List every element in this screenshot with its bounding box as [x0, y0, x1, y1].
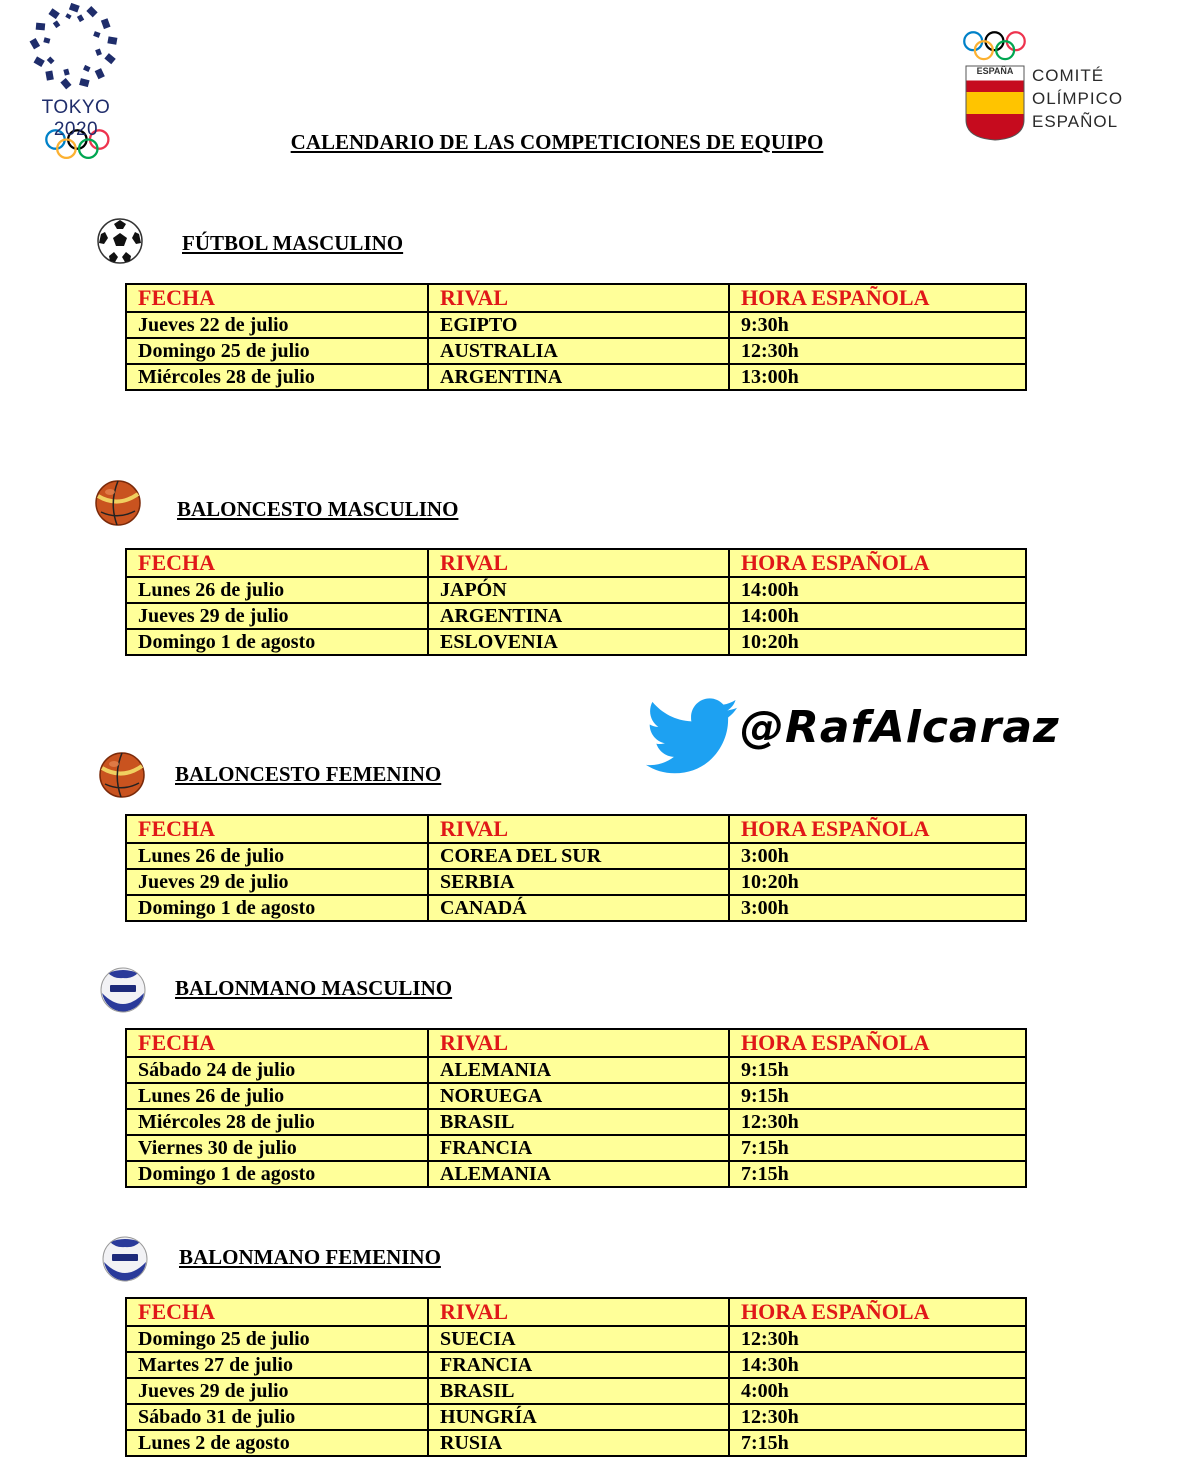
section-title-balonmano-femenino: BALONMANO FEMENINO	[179, 1245, 441, 1269]
column-header-hora: HORA ESPAÑOLA	[729, 284, 1026, 312]
cell-fecha: Domingo 1 de agosto	[126, 1161, 428, 1187]
cell-hora: 9:15h	[729, 1083, 1026, 1109]
cell-hora: 7:15h	[729, 1430, 1026, 1456]
table-row	[126, 1135, 1026, 1161]
column-header-rival: RIVAL	[428, 1029, 729, 1057]
column-header-hora: HORA ESPAÑOLA	[729, 1029, 1026, 1057]
column-header-rival: RIVAL	[428, 815, 729, 843]
cell-fecha: Domingo 1 de agosto	[126, 895, 428, 921]
column-header-fecha: FECHA	[126, 1298, 428, 1326]
cell-rival: FRANCIA	[428, 1352, 729, 1378]
cell-fecha: Lunes 26 de julio	[126, 577, 428, 603]
table-row	[126, 1404, 1026, 1430]
cell-fecha: Domingo 25 de julio	[126, 1326, 428, 1352]
basketball-icon	[97, 750, 147, 800]
cell-fecha: Domingo 1 de agosto	[126, 629, 428, 655]
coe-flag-label: ESPAÑA	[976, 66, 1014, 76]
cell-fecha: Sábado 31 de julio	[126, 1404, 428, 1430]
cell-rival: BRASIL	[428, 1109, 729, 1135]
table-row	[126, 1083, 1026, 1109]
column-header-hora: HORA ESPAÑOLA	[729, 815, 1026, 843]
cell-rival: COREA DEL SUR	[428, 843, 729, 869]
cell-hora: 14:00h	[729, 577, 1026, 603]
handball-icon	[98, 965, 148, 1015]
twitter-handle: @RafAlcaraz	[740, 702, 1060, 753]
section-title-baloncesto-femenino: BALONCESTO FEMENINO	[175, 762, 442, 786]
section-title-baloncesto-masculino: BALONCESTO MASCULINO	[177, 497, 459, 521]
table-row	[126, 577, 1026, 603]
column-header-rival: RIVAL	[428, 284, 729, 312]
table-row	[126, 338, 1026, 364]
coe-name-line: OLÍMPICO	[1032, 89, 1124, 108]
cell-rival: SERBIA	[428, 869, 729, 895]
document-title: CALENDARIO DE LAS COMPETICIONES DE EQUIPO	[290, 130, 824, 154]
column-header-hora: HORA ESPAÑOLA	[729, 549, 1026, 577]
cell-rival: ARGENTINA	[428, 603, 729, 629]
cell-fecha: Jueves 29 de julio	[126, 603, 428, 629]
cell-fecha: Lunes 26 de julio	[126, 1083, 428, 1109]
table-row	[126, 1430, 1026, 1456]
schedule-table-balonmano-femenino	[125, 1297, 1027, 1457]
table-row	[126, 1161, 1026, 1187]
cell-rival: BRASIL	[428, 1378, 729, 1404]
column-header-fecha: FECHA	[126, 1029, 428, 1057]
cell-fecha: Lunes 2 de agosto	[126, 1430, 428, 1456]
cell-fecha: Lunes 26 de julio	[126, 843, 428, 869]
twitter-bird-icon	[645, 698, 741, 776]
cell-rival: CANADÁ	[428, 895, 729, 921]
cell-fecha: Jueves 22 de julio	[126, 312, 428, 338]
table-row	[126, 895, 1026, 921]
coe-name-line: COMITÉ	[1032, 66, 1105, 85]
cell-rival: ALEMANIA	[428, 1161, 729, 1187]
section-title-balonmano-masculino: BALONMANO MASCULINO	[175, 976, 453, 1000]
cell-rival: EGIPTO	[428, 312, 729, 338]
soccer-ball-icon	[95, 216, 145, 266]
column-header-fecha: FECHA	[126, 549, 428, 577]
cell-hora: 4:00h	[729, 1378, 1026, 1404]
cell-fecha: Domingo 25 de julio	[126, 338, 428, 364]
schedule-table-baloncesto-femenino	[125, 814, 1027, 922]
cell-fecha: Miércoles 28 de julio	[126, 1109, 428, 1135]
coe-name	[1032, 64, 1123, 133]
table-row	[126, 1326, 1026, 1352]
table-row	[126, 1378, 1026, 1404]
cell-fecha: Sábado 24 de julio	[126, 1057, 428, 1083]
column-header-fecha: FECHA	[126, 815, 428, 843]
column-header-fecha: FECHA	[126, 284, 428, 312]
cell-hora: 14:00h	[729, 603, 1026, 629]
cell-hora: 12:30h	[729, 1326, 1026, 1352]
cell-rival: SUECIA	[428, 1326, 729, 1352]
cell-fecha: Jueves 29 de julio	[126, 1378, 428, 1404]
cell-hora: 9:30h	[729, 312, 1026, 338]
cell-hora: 10:20h	[729, 629, 1026, 655]
cell-rival: NORUEGA	[428, 1083, 729, 1109]
cell-hora: 7:15h	[729, 1135, 1026, 1161]
table-row	[126, 1057, 1026, 1083]
cell-hora: 3:00h	[729, 843, 1026, 869]
table-row	[126, 1352, 1026, 1378]
table-row	[126, 312, 1026, 338]
cell-fecha: Jueves 29 de julio	[126, 869, 428, 895]
cell-hora: 10:20h	[729, 869, 1026, 895]
cell-hora: 12:30h	[729, 1109, 1026, 1135]
cell-fecha: Viernes 30 de julio	[126, 1135, 428, 1161]
column-header-hora: HORA ESPAÑOLA	[729, 1298, 1026, 1326]
cell-hora: 7:15h	[729, 1161, 1026, 1187]
cell-rival: RUSIA	[428, 1430, 729, 1456]
cell-hora: 12:30h	[729, 1404, 1026, 1430]
cell-fecha: Martes 27 de julio	[126, 1352, 428, 1378]
cell-hora: 3:00h	[729, 895, 1026, 921]
cell-hora: 14:30h	[729, 1352, 1026, 1378]
cell-hora: 9:15h	[729, 1057, 1026, 1083]
cell-rival: HUNGRÍA	[428, 1404, 729, 1430]
cell-hora: 12:30h	[729, 338, 1026, 364]
coe-name-line: ESPAÑOL	[1032, 112, 1119, 131]
cell-rival: ARGENTINA	[428, 364, 729, 390]
cell-hora: 13:00h	[729, 364, 1026, 390]
table-row	[126, 843, 1026, 869]
cell-rival: AUSTRALIA	[428, 338, 729, 364]
cell-fecha: Miércoles 28 de julio	[126, 364, 428, 390]
cell-rival: JAPÓN	[428, 577, 729, 603]
cell-rival: ALEMANIA	[428, 1057, 729, 1083]
tokyo-2020-label: TOKYO 2020	[41, 97, 111, 140]
schedule-table-balonmano-masculino	[125, 1028, 1027, 1188]
basketball-icon	[93, 478, 143, 528]
table-row	[126, 364, 1026, 390]
section-title-futbol-masculino: FÚTBOL MASCULINO	[182, 231, 404, 255]
table-row	[126, 869, 1026, 895]
column-header-rival: RIVAL	[428, 549, 729, 577]
table-row	[126, 603, 1026, 629]
table-row	[126, 1109, 1026, 1135]
column-header-rival: RIVAL	[428, 1298, 729, 1326]
cell-rival: FRANCIA	[428, 1135, 729, 1161]
schedule-table-futbol-masculino	[125, 283, 1027, 391]
schedule-table-baloncesto-masculino	[125, 548, 1027, 656]
cell-rival: ESLOVENIA	[428, 629, 729, 655]
table-row	[126, 629, 1026, 655]
handball-icon	[100, 1234, 150, 1284]
